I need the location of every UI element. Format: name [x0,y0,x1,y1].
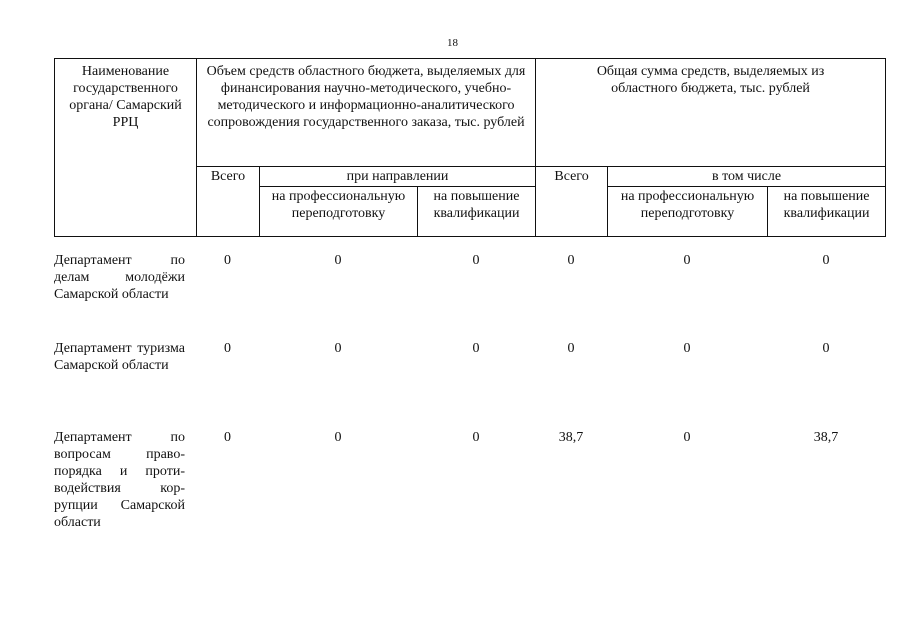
cell-budget-qualification: 0 [472,341,480,356]
row-department-name: Департамент по делам молодёжи Самарской области [54,253,185,302]
cell-budget-total: 0 [224,253,231,268]
header-overall-total: Всего [536,167,608,237]
cell-overall-qualification: 0 [822,253,830,268]
cell-budget-qualification: 0 [472,253,480,268]
cell-overall-qualification: 0 [822,341,830,356]
header-budget-total: Всего [197,167,260,237]
table-row [54,252,885,340]
header-total-group: Общая сумма средств, выделяемых из областного бюджета, тыс. рублей [536,59,886,167]
cell-budget-qualification: 0 [472,430,480,445]
header-overall-retraining: на профессиональную переподготовку [608,187,768,237]
cell-budget-retraining: 0 [334,430,342,445]
cell-overall-total: 0 [567,341,575,356]
header-budget-retraining: на профессиональную переподготовку [260,187,418,237]
row-department-name: Департамент туризма Самарской области [54,341,185,373]
cell-overall-total: 0 [567,253,575,268]
page-number: 18 [447,37,458,49]
table-row [54,340,885,429]
cell-budget-retraining: 0 [334,253,342,268]
header-by-direction: при направлении [260,167,536,187]
header-overall-qualification: на повышение квалификации [768,187,886,237]
header-budget-qualification: на повышение квалификации [418,187,536,237]
header-name-column: Наименование государственного органа/ Самарский РРЦ [55,59,197,237]
table-row [54,429,885,539]
cell-overall-total: 38,7 [558,430,584,445]
cell-overall-qualification: 38,7 [813,430,839,445]
header-including: в том числе [608,167,886,187]
cell-overall-retraining: 0 [683,341,691,356]
cell-overall-retraining: 0 [683,430,691,445]
cell-budget-retraining: 0 [334,341,342,356]
cell-overall-retraining: 0 [683,253,691,268]
table-body [54,252,885,539]
header-budget-group: Объем средств областного бюджета, выделяемых для финансирования научно-методического, учебно-методического и информационно-аналитического сопровождения государственного заказа, тыс. рублей [197,59,536,167]
table-header [54,58,886,237]
row-department-name: Департамент по вопросам правопорядка и противодействия коррупции Самарской области [54,430,185,530]
cell-budget-total: 0 [224,430,231,445]
cell-budget-total: 0 [224,341,231,356]
